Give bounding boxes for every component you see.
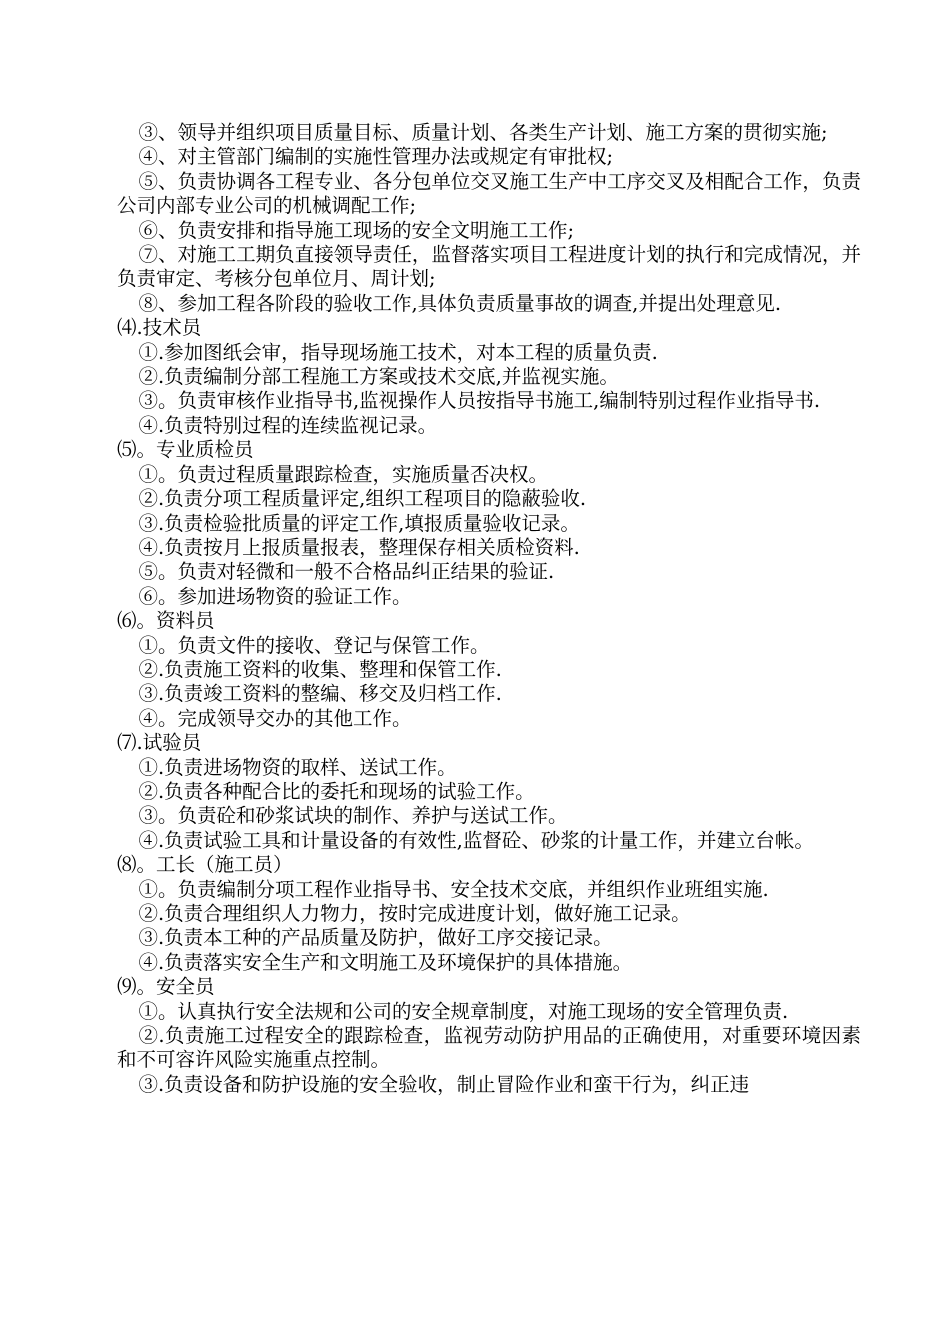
list-item: ④.负责落实安全生产和文明施工及环境保护的具体措施。 (138, 950, 633, 974)
section-heading-technician: ⑷.技术员 (117, 316, 202, 340)
list-item: ③.负责竣工资料的整编、移交及归档工作. (138, 682, 502, 706)
list-item: ①。认真执行安全法规和公司的安全规章制度，对施工现场的安全管理负责. (138, 999, 789, 1023)
list-item: ③.负责本工种的产品质量及防护，做好工序交接记录。 (138, 926, 613, 950)
list-item: ③.负责检验批质量的评定工作,填报质量验收记录。 (138, 511, 580, 535)
list-item: ④.负责试验工具和计量设备的有效性,监督砼、砂浆的计量工作，并建立台帐。 (138, 828, 814, 852)
list-item: ②.负责施工资料的收集、整理和保管工作. (138, 657, 502, 681)
list-item: ④。完成领导交办的其他工作。 (138, 706, 412, 730)
list-item: ⑤、负责协调各工程专业、各分包单位交叉施工生产中工序交叉及相配合工作，负责公司内部专业公司的机械调配工作; (117, 169, 861, 218)
section-heading-tester: ⑺.试验员 (117, 731, 202, 755)
list-item: ③。负责砼和砂浆试块的制作、养护与送试工作。 (138, 804, 568, 828)
document-body (117, 121, 861, 1097)
list-item: ⑥、负责安排和指导施工现场的安全文明施工工作; (138, 218, 575, 242)
list-item: ⑤。负责对轻微和一般不合格品纠正结果的验证. (138, 560, 555, 584)
section-heading-document-clerk: ⑹。资料员 (117, 609, 215, 633)
list-item: ④.负责按月上报质量报表，整理保存相关质检资料. (138, 535, 580, 559)
list-item: ③。负责审核作业指导书,监视操作人员按指导书施工,编制特别过程作业指导书. (138, 389, 821, 413)
list-item: ②.负责各种配合比的委托和现场的试验工作。 (138, 779, 535, 803)
list-item: ①。负责文件的接收、登记与保管工作。 (138, 633, 490, 657)
list-item: ⑥。参加进场物资的验证工作。 (138, 584, 412, 608)
list-item: ③.负责设备和防护设施的安全验收，制止冒险作业和蛮干行为，纠正违 (138, 1072, 750, 1096)
list-item: ④.负责特别过程的连续监视记录。 (138, 413, 438, 437)
list-item: ②.负责分项工程质量评定,组织工程项目的隐蔽验收. (138, 487, 587, 511)
section-heading-foreman: ⑻。工长（施工员） (117, 853, 293, 877)
list-item: ②.负责编制分部工程施工方案或技术交底,并监视实施。 (138, 365, 619, 389)
list-item: ②.负责施工过程安全的跟踪检查，监视劳动防护用品的正确使用，对重要环境因素和不可容许风险实施重点控制。 (117, 1024, 861, 1072)
list-item: ④、对主管部门编制的实施性管理办法或规定有审批权; (138, 145, 614, 169)
list-item: ⑦、对施工工期负直接领导责任，监督落实项目工程进度计划的执行和完成情况，并负责审定、考核分包单位月、周计划; (117, 243, 861, 291)
list-item: ⑧、参加工程各阶段的验收工作,具体负责质量事故的调查,并提出处理意见. (138, 291, 782, 315)
list-item: ①.负责进场物资的取样、送试工作。 (138, 755, 457, 779)
list-item: ①。负责过程质量跟踪检查，实施质量否决权。 (138, 462, 548, 486)
list-item: ②.负责合理组织人力物力，按时完成进度计划，做好施工记录。 (138, 902, 691, 925)
list-item: ①。负责编制分项工程作业指导书、安全技术交底，并组织作业班组实施. (138, 877, 769, 901)
list-item: ①.参加图纸会审，指导现场施工技术，对本工程的质量负责. (138, 340, 658, 364)
section-heading-quality-inspector: ⑸。专业质检员 (117, 438, 254, 462)
list-item: ③、领导并组织项目质量目标、质量计划、各类生产计划、施工方案的贯彻实施; (138, 121, 828, 144)
section-heading-safety-officer: ⑼。安全员 (117, 975, 215, 999)
